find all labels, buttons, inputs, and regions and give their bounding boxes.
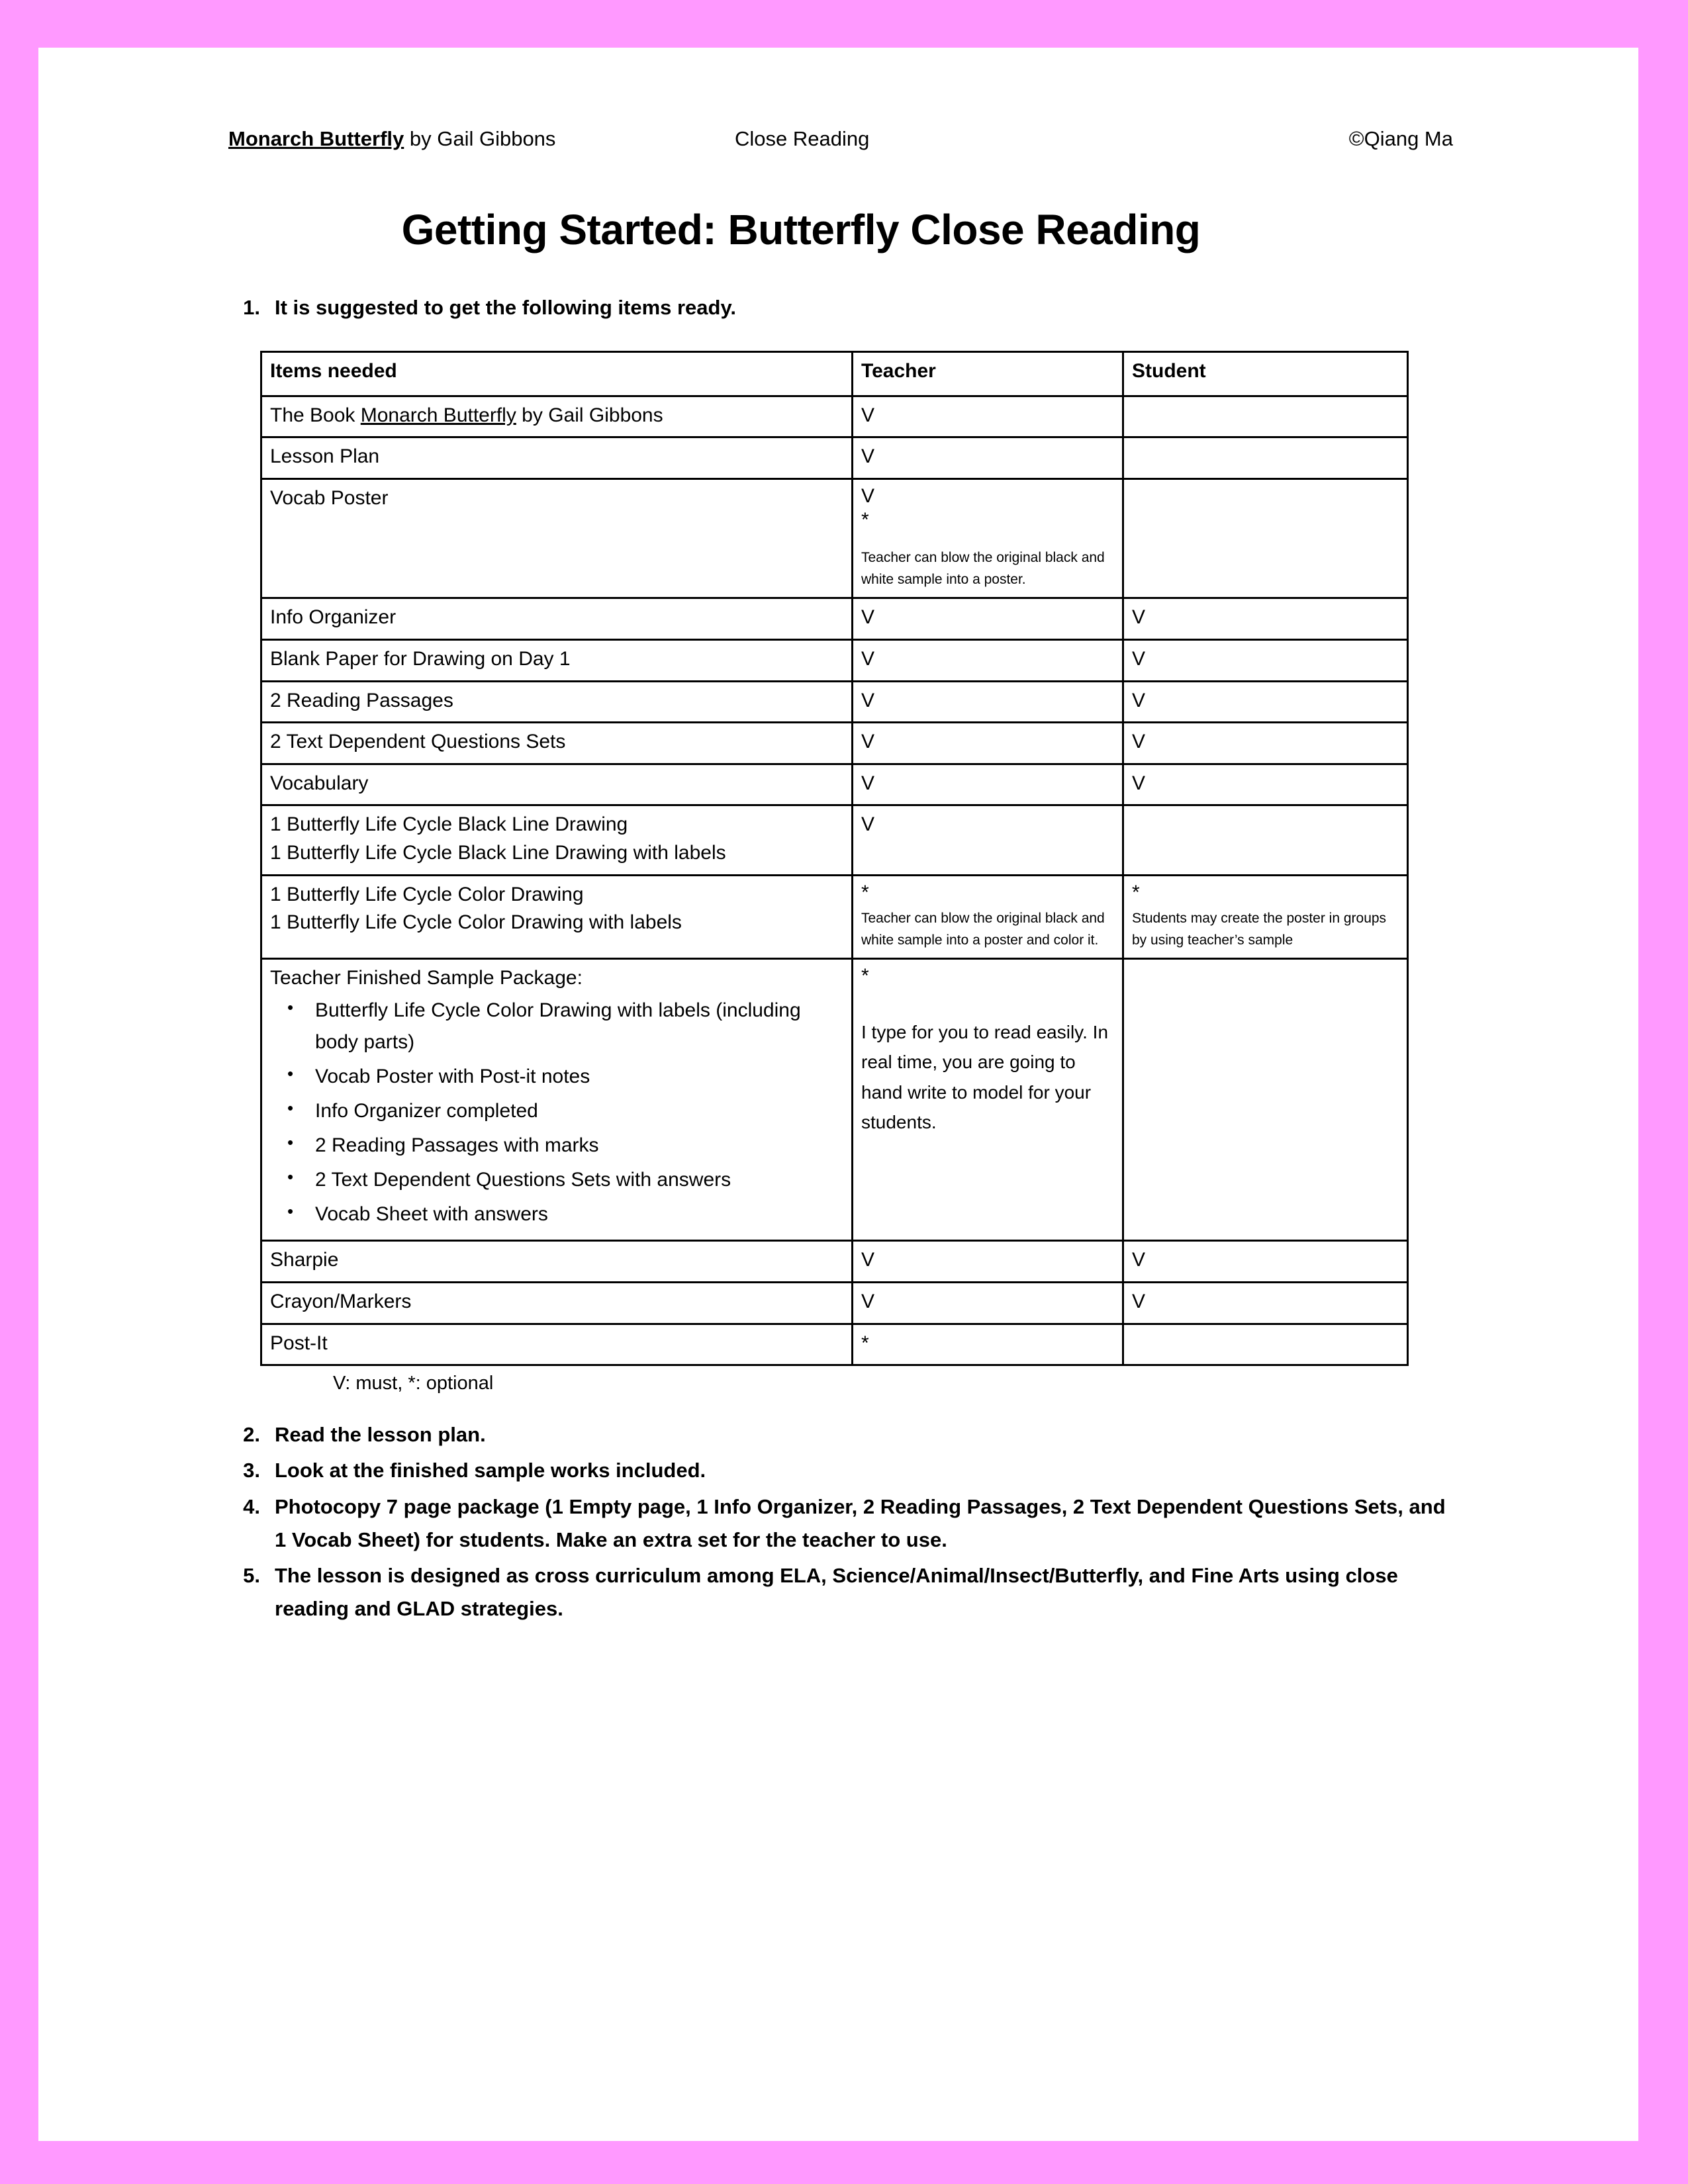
list-item: • Info Organizer completed — [314, 1095, 845, 1127]
cell-teacher-mark: V — [853, 805, 1123, 875]
cell-teacher-mark — [853, 875, 1123, 958]
cell-teacher-mark: V — [853, 681, 1123, 723]
item-line-2: 1 Butterfly Life Cycle Color Drawing with labels — [270, 911, 682, 934]
cell-item-color-drawing — [261, 875, 853, 958]
step-item-2 — [228, 1418, 1453, 1451]
cell-student-mark: V — [1123, 681, 1408, 723]
step-text-4: Photocopy 7 page package (1 Empty page, 1 Info Organizer, 2 Reading Passages, 2 Text Dependent Questions Sets, and 1 Vocab Sheet) for students. Make an extra set for the teacher to use. — [275, 1494, 1446, 1551]
table-row — [261, 639, 1408, 681]
cell-student-mark: V — [1123, 764, 1408, 805]
cell-item-vocab-poster: Vocab Poster — [261, 479, 853, 598]
cell-item-lesson-plan: Lesson Plan — [261, 437, 853, 479]
page-content — [228, 127, 1453, 1629]
cell-student-mark: V — [1123, 598, 1408, 640]
table-row — [261, 1283, 1408, 1324]
package-bullet-list — [270, 995, 845, 1230]
cell-item-crayon-markers: Crayon/Markers — [261, 1283, 853, 1324]
table-row — [261, 958, 1408, 1241]
teacher-note: I type for you to read easily. In real time, you are going to hand write to model for your students. — [861, 1021, 1109, 1132]
list-item: • Vocab Sheet with answers — [314, 1199, 845, 1230]
step-item-3 — [228, 1454, 1453, 1487]
steps-list-bottom — [228, 1418, 1453, 1625]
item-line-2: 1 Butterfly Life Cycle Black Line Drawing with labels — [270, 841, 726, 864]
cell-item-book — [261, 396, 853, 437]
cell-item-black-line-drawing — [261, 805, 853, 875]
cell-item-blank-paper: Blank Paper for Drawing on Day 1 — [261, 639, 853, 681]
table-header-row — [261, 352, 1408, 396]
teacher-mark-v: V — [861, 485, 875, 507]
list-item: • Vocab Poster with Post-it notes — [314, 1061, 845, 1093]
book-prefix: The Book — [270, 404, 361, 426]
cell-item-sharpie: Sharpie — [261, 1241, 853, 1283]
cell-teacher-mark: V — [853, 639, 1123, 681]
step-marker-2: 2. — [243, 1423, 260, 1447]
header-book-reference — [228, 127, 555, 151]
teacher-note: Teacher can blow the original black and white sample into a poster and color it. — [861, 910, 1105, 948]
item-line-1: 1 Butterfly Life Cycle Black Line Drawing — [270, 813, 628, 836]
cell-student-mark — [1123, 437, 1408, 479]
table-row — [261, 437, 1408, 479]
header-center-label: Close Reading — [735, 127, 870, 150]
cell-student-mark — [1123, 875, 1408, 958]
step-item-5 — [228, 1559, 1453, 1625]
list-item: • Butterfly Life Cycle Color Drawing with labels (including body parts) — [314, 995, 845, 1058]
cell-item-reading-passages: 2 Reading Passages — [261, 681, 853, 723]
book-suffix: by Gail Gibbons — [516, 404, 663, 426]
cell-student-mark: V — [1123, 1283, 1408, 1324]
cell-item-tdq-sets: 2 Text Dependent Questions Sets — [261, 723, 853, 764]
cell-student-mark — [1123, 805, 1408, 875]
cell-student-mark: V — [1123, 723, 1408, 764]
step-text-1: It is suggested to get the following items ready. — [275, 296, 737, 319]
table-row — [261, 1324, 1408, 1365]
student-mark-star: * — [1132, 881, 1140, 903]
book-title-underlined: Monarch Butterfly — [360, 404, 516, 426]
table-row — [261, 681, 1408, 723]
cell-teacher-mark — [853, 958, 1123, 1241]
cell-item-vocabulary: Vocabulary — [261, 764, 853, 805]
table-row — [261, 723, 1408, 764]
table-row — [261, 479, 1408, 598]
package-heading: Teacher Finished Sample Package: — [270, 966, 583, 989]
cell-student-mark — [1123, 1324, 1408, 1365]
cell-teacher-mark: V — [853, 437, 1123, 479]
steps-list-top — [228, 291, 1453, 324]
column-header-items: Items needed — [261, 352, 853, 396]
cell-teacher-mark: * — [853, 1324, 1123, 1365]
cell-student-mark — [1123, 479, 1408, 598]
column-header-student: Student — [1123, 352, 1408, 396]
table-row — [261, 598, 1408, 640]
cell-student-mark: V — [1123, 639, 1408, 681]
student-note: Students may create the poster in groups by using teacher’s sample — [1132, 910, 1387, 948]
cell-teacher-mark: V — [853, 598, 1123, 640]
document-page — [38, 48, 1638, 2141]
teacher-note: Teacher can blow the original black and white sample into a poster. — [861, 550, 1105, 588]
table-row — [261, 396, 1408, 437]
cell-teacher-mark: V — [853, 723, 1123, 764]
items-needed-table — [260, 351, 1409, 1366]
step-marker-3: 3. — [243, 1459, 260, 1482]
step-item-4 — [228, 1490, 1453, 1557]
cell-teacher-mark — [853, 479, 1123, 598]
list-item: • 2 Reading Passages with marks — [314, 1130, 845, 1161]
header-copyright: ©Qiang Ma — [1348, 127, 1453, 150]
teacher-mark-star: * — [861, 964, 869, 987]
page-title: Getting Started: Butterfly Close Reading — [401, 206, 1201, 253]
cell-student-mark: V — [1123, 1241, 1408, 1283]
items-table-wrapper — [260, 351, 1453, 1394]
step-marker-1: 1. — [243, 296, 260, 319]
cell-item-post-it: Post-It — [261, 1324, 853, 1365]
cell-item-info-organizer: Info Organizer — [261, 598, 853, 640]
item-line-1: 1 Butterfly Life Cycle Color Drawing — [270, 883, 584, 905]
teacher-mark-star: * — [861, 509, 869, 531]
cell-student-mark — [1123, 396, 1408, 437]
step-marker-4: 4. — [243, 1494, 260, 1518]
table-row — [261, 764, 1408, 805]
cell-teacher-mark: V — [853, 1283, 1123, 1324]
cell-teacher-mark: V — [853, 396, 1123, 437]
step-text-5: The lesson is designed as cross curriculum among ELA, Science/Animal/Insect/Butterfly, and Fine Arts using close reading and GLAD strategies. — [275, 1564, 1398, 1621]
cell-teacher-mark: V — [853, 764, 1123, 805]
running-header — [228, 127, 1453, 167]
cell-teacher-mark: V — [853, 1241, 1123, 1283]
table-row — [261, 805, 1408, 875]
step-text-2: Read the lesson plan. — [275, 1423, 486, 1447]
step-text-3: Look at the finished sample works included. — [275, 1459, 706, 1482]
table-row — [261, 875, 1408, 958]
list-item: • 2 Text Dependent Questions Sets with answers — [314, 1164, 845, 1196]
table-legend: V: must, *: optional — [333, 1373, 494, 1394]
cell-item-finished-sample-package — [261, 958, 853, 1241]
header-book-author: by Gail Gibbons — [404, 127, 556, 150]
column-header-teacher: Teacher — [853, 352, 1123, 396]
table-row — [261, 1241, 1408, 1283]
teacher-mark-star: * — [861, 881, 869, 903]
step-marker-5: 5. — [243, 1564, 260, 1588]
step-item-1 — [228, 291, 1453, 324]
cell-student-mark — [1123, 958, 1408, 1241]
header-book-title: Monarch Butterfly — [228, 127, 404, 150]
